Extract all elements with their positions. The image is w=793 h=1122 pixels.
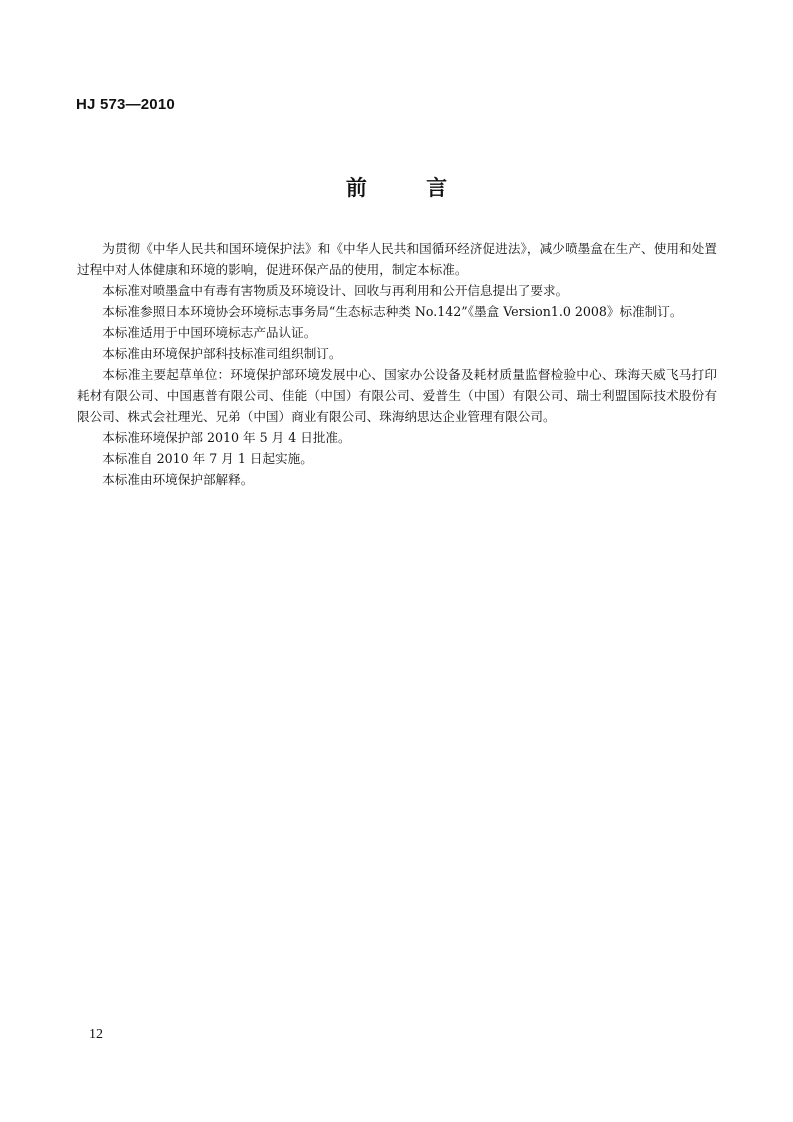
section-title: 前 言 xyxy=(345,176,474,200)
standard-code: HJ 573—2010 xyxy=(76,96,175,113)
paragraph-drafting-units: 本标准主要起草单位：环境保护部环境发展中心、国家办公设备及耗材质量监督检验中心、珠海天威飞马打印耗材有限公司、中国惠普有限公司、佳能（中国）有限公司、爱普生（中国）有限公司、瑞士利盟国际技术股份有限公司、株式会社理光、兄弟（中国）商业有限公司、珠海纳思达企业管理有限公司。 xyxy=(77,367,717,424)
paragraph-organizer: 本标准由环境保护部科技标准司组织制订。 xyxy=(102,346,342,361)
paragraph-requirements: 本标准对喷墨盒中有毒有害物质及环境设计、回收与再利用和公开信息提出了要求。 xyxy=(102,283,569,298)
paragraph-effective-date: 本标准自 2010 年 7 月 1 日起实施。 xyxy=(102,451,313,466)
paragraph-reference: 本标准参照日本环境协会环境标志事务局“生态标志种类 No.142”《墨盒 Version1.0 2008》标准制订。 xyxy=(102,304,683,319)
page-number: 12 xyxy=(89,1027,103,1042)
paragraph-purpose: 为贯彻《中华人民共和国环境保护法》和《中华人民共和国循环经济促进法》，减少喷墨盒在生产、使用和处置过程中对人体健康和环境的影响，促进环保产品的使用，制定本标准。 xyxy=(77,241,717,277)
paragraph-approval: 本标准环境保护部 2010 年 5 月 4 日批准。 xyxy=(102,430,351,445)
foreword-body xyxy=(77,238,717,490)
paragraph-interpretation: 本标准由环境保护部解释。 xyxy=(102,472,254,487)
paragraph-scope: 本标准适用于中国环境标志产品认证。 xyxy=(102,325,317,340)
